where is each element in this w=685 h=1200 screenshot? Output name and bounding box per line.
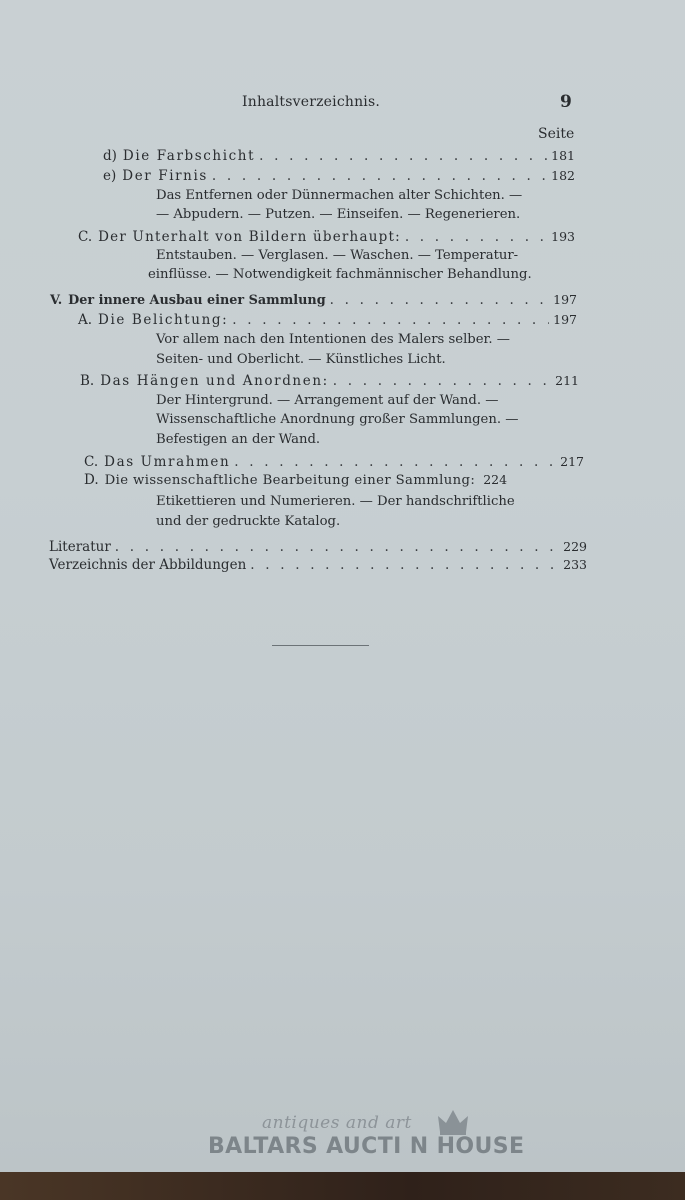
entry-description-line: Der Hintergrund. — Arrangement auf der Wand. — <box>156 393 499 408</box>
entry-title: Die wissenschaftliche Bearbeitung einer Sammlung: <box>104 473 476 488</box>
entry-description-line: Vor allem nach den Intentionen des Malers selber. — <box>156 332 510 347</box>
entry-number: A. <box>78 312 93 328</box>
leader-dots <box>405 227 547 247</box>
entry-number: B. <box>80 373 95 389</box>
entry-number: d) <box>103 148 117 164</box>
toc-entry-farbschicht <box>103 146 575 166</box>
entry-page: 197 <box>553 292 577 307</box>
entry-description-line: Befestigen an der Wand. <box>156 432 321 447</box>
leader-dots <box>115 537 559 557</box>
leader-dots <box>232 310 549 330</box>
entry-title: Die Farbschicht <box>122 148 256 164</box>
entry-page: 217 <box>560 454 584 469</box>
leader-dots <box>330 290 549 310</box>
entry-description-line: — Abpudern. — Putzen. — Einseifen. — Regenerieren. <box>156 207 521 222</box>
toc-entry-belichtung <box>78 310 577 330</box>
entry-title: Der Unterhalt von Bildern überhaupt: <box>98 229 401 245</box>
leader-dots <box>234 452 556 472</box>
entry-title: Literatur <box>49 539 111 555</box>
toc-entry-innere-ausbau <box>50 290 577 310</box>
auction-house-watermark <box>0 1108 685 1172</box>
entry-page: 181 <box>551 148 575 163</box>
watermark-company-name: BALTARS AUCTI N HOUSE <box>208 1134 525 1159</box>
entry-description-line: und der gedruckte Katalog. <box>156 514 341 529</box>
leader-dots <box>259 146 547 166</box>
entry-page: 229 <box>563 539 587 554</box>
entry-title: Der Firnis <box>122 168 208 184</box>
entry-description-line: Etikettieren und Numerieren. — Der handschriftliche <box>156 494 515 509</box>
entry-page: 197 <box>553 312 577 327</box>
entry-title: Das Hängen und Anordnen: <box>100 373 329 389</box>
table-surface <box>0 1172 685 1200</box>
entry-page: 233 <box>563 557 587 572</box>
entry-number: C. <box>78 229 93 245</box>
leader-dots <box>333 371 551 391</box>
entry-description-line: Das Entfernen oder Dünnermachen alter Schichten. — <box>156 188 523 203</box>
toc-entry-literatur <box>49 537 587 557</box>
entry-description-line: Wissenschaftliche Anordnung großer Sammlungen. — <box>156 412 519 427</box>
leader-dots <box>250 555 559 575</box>
entry-number: e) <box>103 168 117 184</box>
toc-entry-wissenschaftliche-bearbeitung <box>84 470 584 490</box>
entry-title: Das Umrahmen <box>104 454 231 470</box>
page-number: 9 <box>560 92 572 112</box>
toc-entry-haengen <box>80 371 579 391</box>
entry-page: 224 <box>483 472 508 487</box>
watermark-tagline: antiques and art <box>262 1113 412 1133</box>
toc-entry-firnis <box>103 166 575 186</box>
entry-title: Der innere Ausbau einer Sammlung <box>68 293 326 308</box>
entry-number: V. <box>50 293 63 308</box>
entry-title: Verzeichnis der Abbildungen <box>49 557 247 573</box>
crown-icon <box>437 1108 469 1136</box>
page-header-title: Inhaltsverzeichnis. <box>242 94 381 110</box>
entry-description-line: einflüsse. — Notwendigkeit fachmännischer Behandlung. <box>148 267 532 282</box>
toc-entry-unterhalt <box>78 227 575 247</box>
seite-column-label: Seite <box>538 126 575 142</box>
end-divider-rule <box>272 645 369 646</box>
leader-dots <box>212 166 547 186</box>
entry-page: 211 <box>555 373 579 388</box>
entry-description-line: Seiten- und Oberlicht. — Künstliches Licht. <box>156 352 446 367</box>
entry-number: D. <box>84 472 99 488</box>
entry-page: 193 <box>551 229 575 244</box>
toc-entry-abbildungen <box>49 555 587 575</box>
entry-title: Die Belichtung: <box>98 312 229 328</box>
entry-page: 182 <box>551 168 575 183</box>
toc-entry-umrahmen <box>84 452 584 472</box>
entry-number: C. <box>84 454 99 470</box>
entry-description-line: Entstauben. — Verglasen. — Waschen. — Temperatur- <box>156 248 519 263</box>
